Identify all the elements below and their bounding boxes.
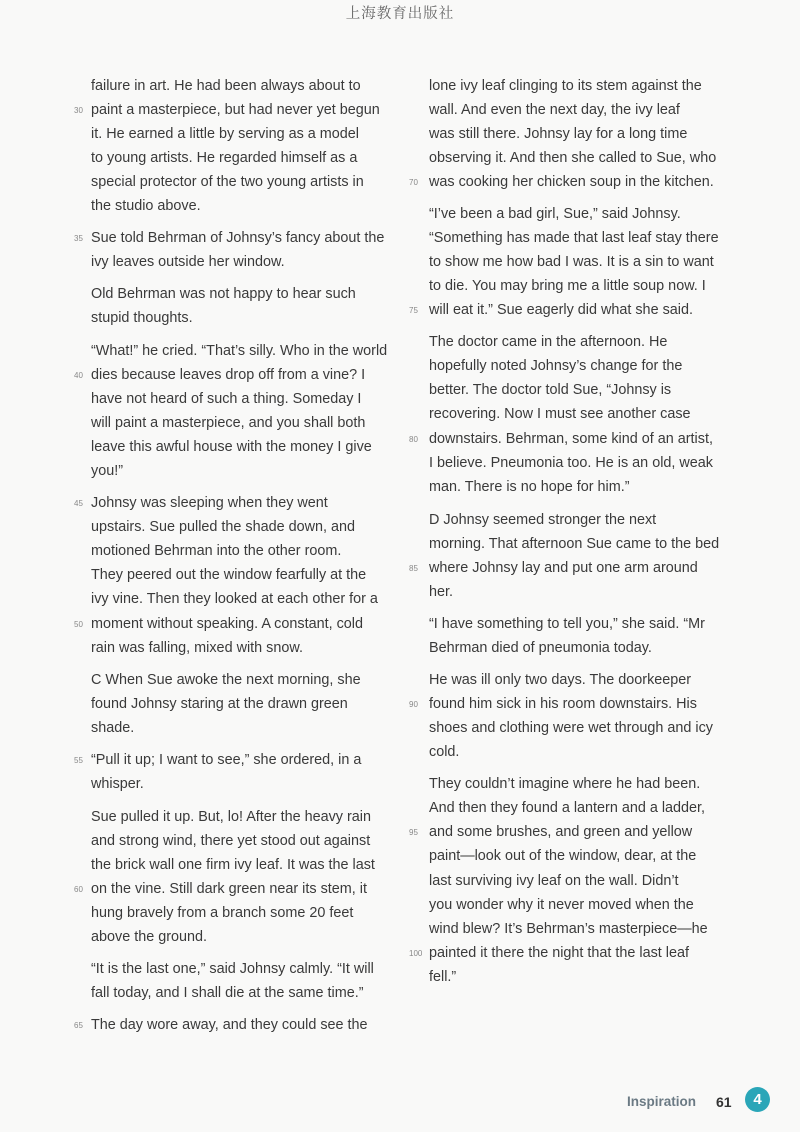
text-line: have not heard of such a thing. Someday I (91, 391, 362, 407)
line-number: 50 (74, 620, 83, 629)
text-line: C When Sue awoke the next morning, she (91, 672, 361, 688)
text-line: morning. That afternoon Sue came to the bed (429, 536, 720, 552)
text-line: to die. You may bring me a little soup now. I (429, 278, 706, 294)
text-line: “Pull it up; I want to see,” she ordered, in a (91, 752, 362, 768)
text-line: cold. (429, 744, 460, 760)
line-number: 90 (409, 700, 418, 709)
text-line: will eat it.” Sue eagerly did what she said. (429, 302, 693, 318)
text-line: man. There is no hope for him.” (429, 479, 630, 495)
text-line: downstairs. Behrman, some kind of an artist, (429, 431, 713, 447)
line-number: 100 (409, 949, 423, 958)
text-line: paint—look out of the window, dear, at the (429, 848, 697, 864)
line-number: 85 (409, 564, 418, 573)
text-line: wind blew? It’s Behrman’s masterpiece—he (429, 921, 708, 937)
text-line: I believe. Pneumonia too. He is an old, weak (429, 455, 713, 471)
line-number: 55 (74, 756, 83, 765)
text-line: the brick wall one firm ivy leaf. It was the last (91, 857, 375, 873)
publisher-header: 上海教育出版社 (345, 6, 455, 22)
text-line: They couldn’t imagine where he had been. (429, 776, 701, 792)
text-line: failure in art. He had been always about to (91, 78, 361, 94)
text-line: it. He earned a little by serving as a model (91, 126, 359, 142)
text-line: Sue pulled it up. But, lo! After the heavy rain (91, 809, 371, 825)
text-line: last surviving ivy leaf on the wall. Didn’t (429, 873, 679, 889)
text-line: lone ivy leaf clinging to its stem against the (429, 78, 702, 94)
text-line: was still there. Johnsy lay for a long time (429, 126, 688, 142)
text-line: “I have something to tell you,” she said. “Mr (429, 616, 705, 632)
text-line: was cooking her chicken soup in the kitchen. (429, 174, 714, 190)
text-line: fall today, and I shall die at the same time.” (91, 985, 364, 1001)
text-line: He was ill only two days. The doorkeeper (429, 672, 692, 688)
text-line: you!” (91, 463, 123, 479)
line-number: 40 (74, 371, 83, 380)
text-line: better. The doctor told Sue, “Johnsy is (429, 382, 672, 398)
line-number: 65 (74, 1021, 83, 1030)
text-line: ivy leaves outside her window. (91, 254, 285, 270)
text-line: to show me how bad I was. It is a sin to want (429, 254, 714, 270)
text-line: observing it. And then she called to Sue, who (429, 150, 717, 166)
line-number: 35 (74, 234, 83, 243)
text-line: shoes and clothing were wet through and icy (429, 720, 713, 736)
page-number: 61 (716, 1094, 732, 1110)
text-line: upstairs. Sue pulled the shade down, and (91, 519, 356, 535)
line-number: 80 (409, 435, 418, 444)
text-line: to young artists. He regarded himself as a (91, 150, 358, 166)
text-line: hung bravely from a branch some 20 feet (91, 905, 354, 921)
text-line: whisper. (91, 776, 144, 792)
text-line: “What!” he cried. “That’s silly. Who in the world (91, 343, 388, 359)
text-line: found him sick in his room downstairs. His (429, 696, 697, 712)
text-line: hopefully noted Johnsy’s change for the (429, 358, 683, 374)
text-line: her. (429, 584, 454, 600)
text-line: rain was falling, mixed with snow. (91, 640, 303, 656)
text-line: Old Behrman was not happy to hear such (91, 286, 356, 302)
text-line: “It is the last one,” said Johnsy calmly. “It will (91, 961, 374, 977)
text-line: They peered out the window fearfully at the (91, 567, 367, 583)
text-line: motioned Behrman into the other room. (91, 543, 342, 559)
text-line: And then they found a lantern and a ladder, (429, 800, 706, 816)
line-number: 30 (74, 106, 83, 115)
text-line: ivy vine. Then they looked at each other for a (91, 591, 378, 607)
text-line: The doctor came in the afternoon. He (429, 334, 668, 350)
text-line: wall. And even the next day, the ivy leaf (429, 102, 680, 118)
section-label: Inspiration (627, 1094, 697, 1109)
text-line: fell.” (429, 969, 457, 985)
text-line: D Johnsy seemed stronger the next (429, 512, 657, 528)
text-line: found Johnsy staring at the drawn green (91, 696, 348, 712)
text-line: Sue told Behrman of Johnsy’s fancy about the (91, 230, 385, 246)
text-line: painted it there the night that the last leaf (429, 945, 690, 961)
text-line: leave this awful house with the money I give (91, 439, 372, 455)
unit-badge: 4 (745, 1087, 770, 1112)
text-line: will paint a masterpiece, and you shall both (91, 415, 366, 431)
text-line: dies because leaves drop off from a vine? I (91, 367, 366, 383)
text-line: The day wore away, and they could see the (91, 1017, 368, 1033)
text-line: “I’ve been a bad girl, Sue,” said Johnsy. (429, 206, 681, 222)
line-number: 75 (409, 306, 418, 315)
text-line: you wonder why it never moved when the (429, 897, 694, 913)
text-line: special protector of the two young artists in (91, 174, 364, 190)
line-number: 60 (74, 885, 83, 894)
text-line: “Something has made that last leaf stay there (429, 230, 719, 246)
text-line: and strong wind, there yet stood out against (91, 833, 371, 849)
text-line: on the vine. Still dark green near its stem, it (91, 881, 367, 897)
text-line: moment without speaking. A constant, cold (91, 616, 363, 632)
line-number: 45 (74, 499, 83, 508)
text-line: shade. (91, 720, 135, 736)
text-line: where Johnsy lay and put one arm around (429, 560, 698, 576)
text-line: stupid thoughts. (91, 310, 193, 326)
text-line: above the ground. (91, 929, 208, 945)
text-line: and some brushes, and green and yellow (429, 824, 693, 840)
text-line: recovering. Now I must see another case (429, 406, 691, 422)
text-line: Johnsy was sleeping when they went (91, 495, 328, 511)
line-number: 95 (409, 828, 418, 837)
text-line: the studio above. (91, 198, 201, 214)
text-line: Behrman died of pneumonia today. (429, 640, 652, 656)
text-line: paint a masterpiece, but had never yet begun (91, 102, 380, 118)
line-number: 70 (409, 178, 418, 187)
